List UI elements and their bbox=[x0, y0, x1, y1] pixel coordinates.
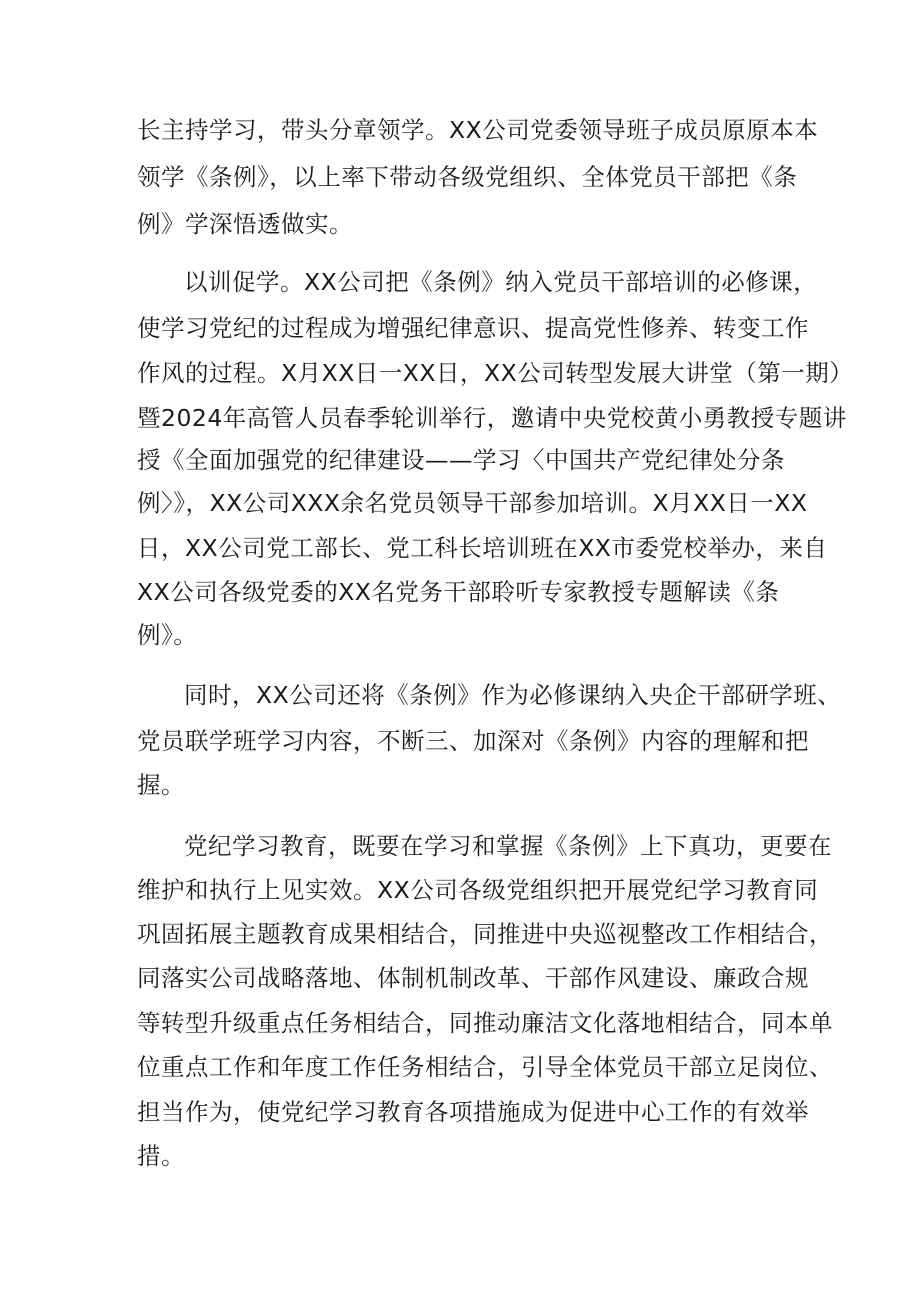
text-line: 领学《条例》，以上率下带动各级党组织、全体党员干部把《条 bbox=[137, 163, 798, 191]
text-line: 担当作为，使党纪学习教育各项措施成为促进中心工作的有效举 bbox=[137, 1098, 809, 1126]
text-line: 日，XX公司党工部长、党工科长培训班在XX市委党校举办，来自 bbox=[137, 534, 828, 562]
text-line: 党纪学习教育，既要在学习和掌握《条例》上下真功，更要在 bbox=[184, 832, 832, 860]
text-line: 措。 bbox=[137, 1142, 185, 1170]
text-line: 巩固拓展主题教育成果相结合，同推进中央巡视整改工作相结合， bbox=[137, 920, 833, 948]
text-line: 使学习党纪的过程成为增强纪律意识、提高党性修养、转变工作 bbox=[137, 314, 809, 342]
text-line: 位重点工作和年度工作任务相结合，引导全体党员干部立足岗位、 bbox=[137, 1053, 833, 1081]
text-line: 作风的过程。X月XX日一XX日，XX公司转型发展大讲堂（第一期） bbox=[137, 359, 854, 387]
text-line: 授《全面加强党的纪律建设——学习〈中国共产党纪律处分条 bbox=[137, 446, 785, 474]
text-line: 等转型升级重点任务相结合，同推动廉洁文化落地相结合，同本单 bbox=[137, 1009, 833, 1037]
text-line: 长主持学习，带头分章领学。XX公司党委领导班子成员原原本本 bbox=[137, 116, 819, 144]
text-line: 党员联学班学习内容，不断三、加深对《条例》内容的理解和把 bbox=[137, 727, 809, 755]
text-line: 例》。 bbox=[137, 621, 198, 649]
text-line: 维护和执行上见实效。XX公司各级党组织把开展党纪学习教育同 bbox=[137, 876, 819, 904]
text-line: XX公司各级党委的XX名党务干部聆听专家教授专题解读《条 bbox=[137, 578, 780, 606]
text-line: 同落实公司战略落地、体制机制改革、干部作风建设、廉政合规 bbox=[137, 964, 809, 992]
text-line: 以训促学。XX公司把《条例》纳入党员干部培训的必修课， bbox=[184, 268, 818, 296]
text-line: 例》学深悟透做实。 bbox=[137, 210, 353, 238]
text-line: 例〉》，XX公司XXX余名党员领导干部参加培训。X月XX日一XX bbox=[137, 489, 808, 517]
text-line: 握。 bbox=[137, 771, 185, 799]
text-line: 暨2024年高管人员春季轮训举行，邀请中央党校黄小勇教授专题讲 bbox=[137, 404, 847, 432]
text-line: 同时，XX公司还将《条例》作为必修课纳入央企干部研学班、 bbox=[184, 681, 842, 709]
